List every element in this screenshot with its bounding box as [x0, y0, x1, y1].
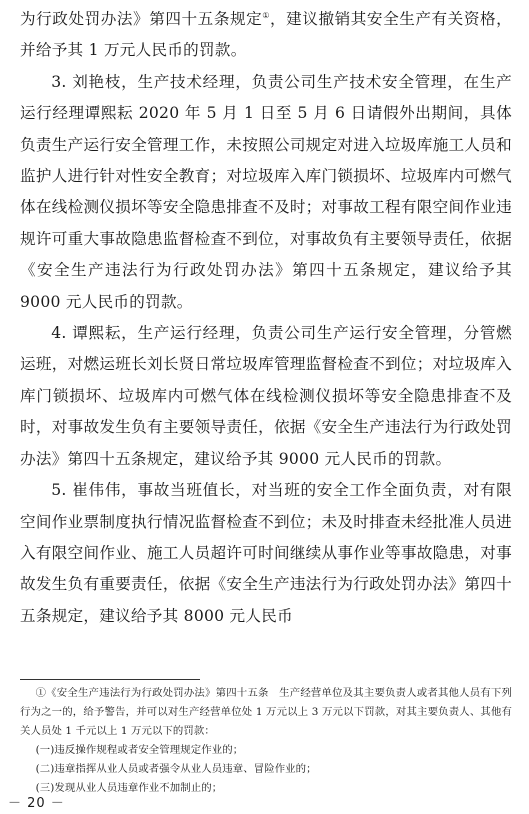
document-page — [20, 4, 512, 632]
paragraph-item-4: 4. 谭熙耘，生产运行经理，负责公司生产运行安全管理，分管燃运班，对燃运班长刘长贤日常垃圾库管理监督检查不到位；对垃圾库入库门锁损坏、垃圾库内可燃气体在线检测仪损坏等安全隐患排查不及时，对事故发生负有主要领导责任，依据《安全生产违法行为行政处罚办法》第四十五条规定，建议给予其 9000 元人民币的罚款。 — [20, 324, 512, 468]
paragraph-continuation — [20, 4, 512, 67]
body-text — [20, 4, 512, 632]
footnote-text: ①《安全生产违法行为行政处罚办法》第四十五条 生产经营单位及其主要负责人或者其他人员有下列行为之一的，给予警告，并可以对生产经营单位处 1 万元以上 3 万元以下罚款，对其主要负责人、其他有关人员处 1 千元以上 1 万元以下的罚款： — [20, 687, 512, 737]
page-number: － 20 － — [8, 796, 65, 811]
paragraph-item-5: 5. 崔伟伟，事故当班值长，对当班的安全工作全面负责，对有限空间作业票制度执行情况监督检查不到位；未及时排查未经批准人员进入有限空间作业、施工人员超许可时间继续从事作业等事故隐患，对事故发生负有重要责任，依据《安全生产违法行为行政处罚办法》第四十五条规定，建议给予其 8000 元人民币 — [20, 481, 512, 625]
paragraph-item-3: 3. 刘艳枝，生产技术经理，负责公司生产技术安全管理，在生产运行经理谭熙耘 2020 年 5 月 1 日至 5 月 6 日请假外出期间，具体负责生产运行安全管理工作，未按照公司规定对进入垃圾库施工人员和监护人进行针对性安全教育；对垃圾库入库门锁损坏、垃圾库内可燃气体在线检测仪损坏等安全隐患排查不及时；对事故工程有限空间作业违规许可重大事故隐患监督检查不到位，对事故负有主要领导责任，依据《安全生产违法行为行政处罚办法》第四十五条规定，建议给予其 9000 元人民币的罚款。 — [20, 72, 512, 311]
paragraph-text: 为行政处罚办法》第四十五条规定 — [20, 10, 263, 28]
footnote-list-item: (一)违反操作规程或者安全管理规定作业的； — [35, 744, 244, 756]
footnote-list-item: (二)违章指挥从业人员或者强令从业人员违章、冒险作业的； — [35, 763, 317, 775]
paragraph-text: ，建议撤销其安全生产有关资格，并给予其 1 万元人民币的罚款。 — [20, 10, 512, 60]
footnote-divider — [20, 679, 200, 680]
footnote-reference[interactable]: ① — [262, 10, 271, 20]
footnote — [20, 684, 512, 798]
footnote-list-item: (三)发现从业人员违章作业不加制止的； — [35, 782, 223, 794]
